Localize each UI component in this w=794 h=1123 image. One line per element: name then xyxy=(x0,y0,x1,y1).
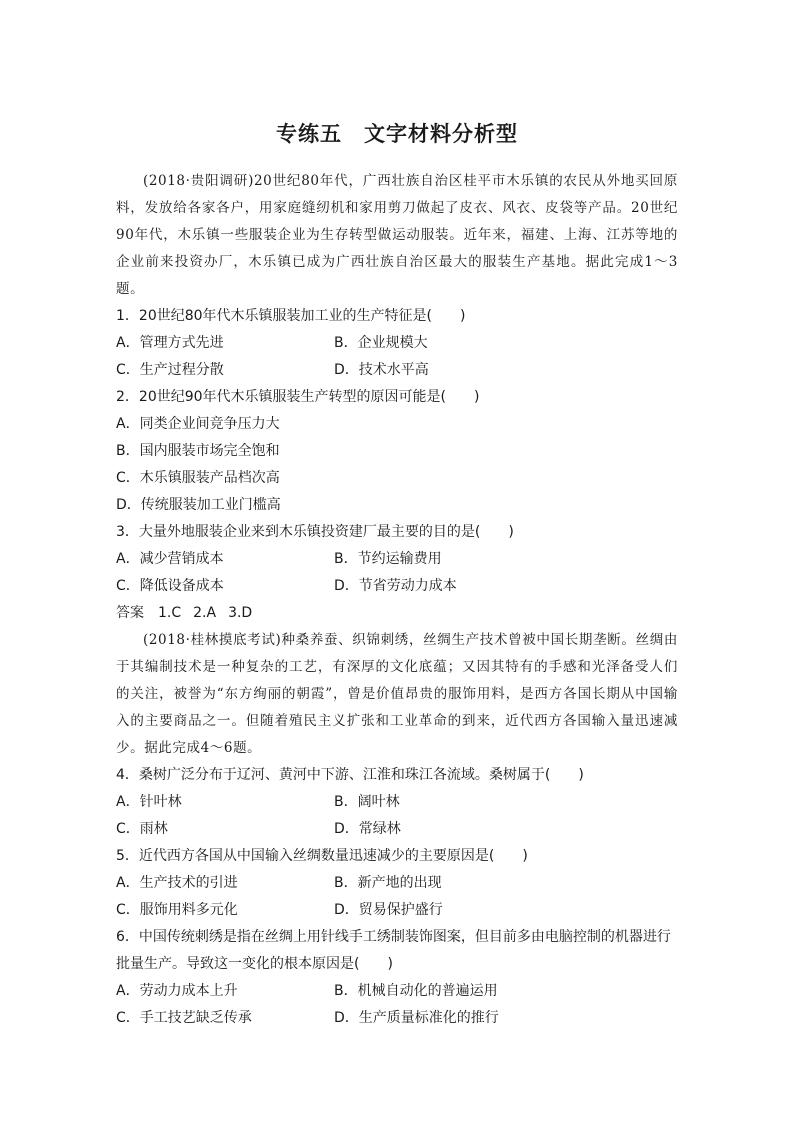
option: B．节约运输费用 xyxy=(334,551,442,567)
question-1-stem: 1．20世纪80年代木乐镇服装加工业的生产特征是( ) xyxy=(116,308,466,324)
answer-item: 2.A xyxy=(193,605,217,621)
option: B．阔叶林 xyxy=(334,794,400,810)
option: C．生产过程分散 xyxy=(116,362,224,378)
page-title: 专练五 文字材料分析型 xyxy=(276,121,518,146)
answer-line xyxy=(116,600,678,627)
option: D．节省劳动力成本 xyxy=(334,578,457,594)
question-6-stem: 6．中国传统刺绣是指在丝绸上用针线手工绣制装饰图案，但目前多由电脑控制的机器进行批量生产。导致这一变化的根本原因是( ) xyxy=(116,929,671,972)
answer-item: 3.D xyxy=(228,605,253,621)
question-2-stem: 2．20世纪90年代木乐镇服装生产转型的原因可能是( ) xyxy=(116,389,480,405)
question-3-stem: 3．大量外地服装企业来到木乐镇投资建厂最主要的目的是( ) xyxy=(116,524,514,540)
option: B．国内服装市场完全饱和 xyxy=(116,443,280,459)
question-6-options xyxy=(116,978,678,1032)
option: D．技术水平高 xyxy=(334,362,429,378)
question-4-stem: 4．桑树广泛分布于辽河、黄河中下游、江淮和珠江各流域。桑树属于( ) xyxy=(116,767,584,783)
option: B．企业规模大 xyxy=(334,335,428,351)
question-5-stem: 5．近代西方各国从中国输入丝绸数量迅速减少的主要原因是( ) xyxy=(116,848,528,864)
option: C．降低设备成本 xyxy=(116,578,224,594)
option: B．机械自动化的普遍运用 xyxy=(334,983,498,999)
option: C．雨林 xyxy=(116,821,168,837)
question-4-options xyxy=(116,789,678,843)
question-1-options xyxy=(116,330,678,384)
option: B．新产地的出现 xyxy=(334,875,442,891)
passage-2: (2018·桂林摸底考试)种桑养蚕、织锦刺绣，丝绸生产技术曾被中国长期垄断。丝绸由于其编制技术是一种复杂的工艺，有深厚的文化底蕴；又因其特有的手感和光泽备受人们的关注，被誉为“东方绚丽的朝霞”，曾是价值昂贵的服饰用料，是西方各国长期从中国输入的主要商品之一。但随着殖民主义扩张和工业革命的到来，近代西方各国输入量迅速减少。据此完成4～6题。 xyxy=(116,632,678,756)
document-page xyxy=(116,118,678,1032)
question-2-options xyxy=(116,411,678,519)
option: A．劳动力成本上升 xyxy=(116,983,238,999)
option: A．减少营销成本 xyxy=(116,551,224,567)
option: C．木乐镇服装产品档次高 xyxy=(116,470,280,486)
answer-label: 答案 xyxy=(116,605,144,621)
option: C．服饰用料多元化 xyxy=(116,902,238,918)
option: A．同类企业间竞争压力大 xyxy=(116,416,280,432)
option: A．管理方式先进 xyxy=(116,335,224,351)
option: D．贸易保护盛行 xyxy=(334,902,443,918)
question-5-options xyxy=(116,870,678,924)
question-3-options xyxy=(116,546,678,600)
option: C．手工技艺缺乏传承 xyxy=(116,1010,252,1026)
option: D．常绿林 xyxy=(334,821,401,837)
option: A．生产技术的引进 xyxy=(116,875,238,891)
passage-1: (2018·贵阳调研)20世纪80年代，广西壮族自治区桂平市木乐镇的农民从外地买回原料，发放给各家各户，用家庭缝纫机和家用剪刀做起了皮衣、风衣、皮袋等产品。20世纪90年代，木乐镇一些服装企业为生存转型做运动服装。近年来，福建、上海、江苏等地的企业前来投资办厂，木乐镇已成为广西壮族自治区最大的服装生产基地。据此完成1～3题。 xyxy=(116,173,678,297)
answer-item: 1.C xyxy=(158,605,182,621)
option: D．生产质量标准化的推行 xyxy=(334,1010,499,1026)
option: D．传统服装加工业门槛高 xyxy=(116,497,281,513)
option: A．针叶林 xyxy=(116,794,182,810)
